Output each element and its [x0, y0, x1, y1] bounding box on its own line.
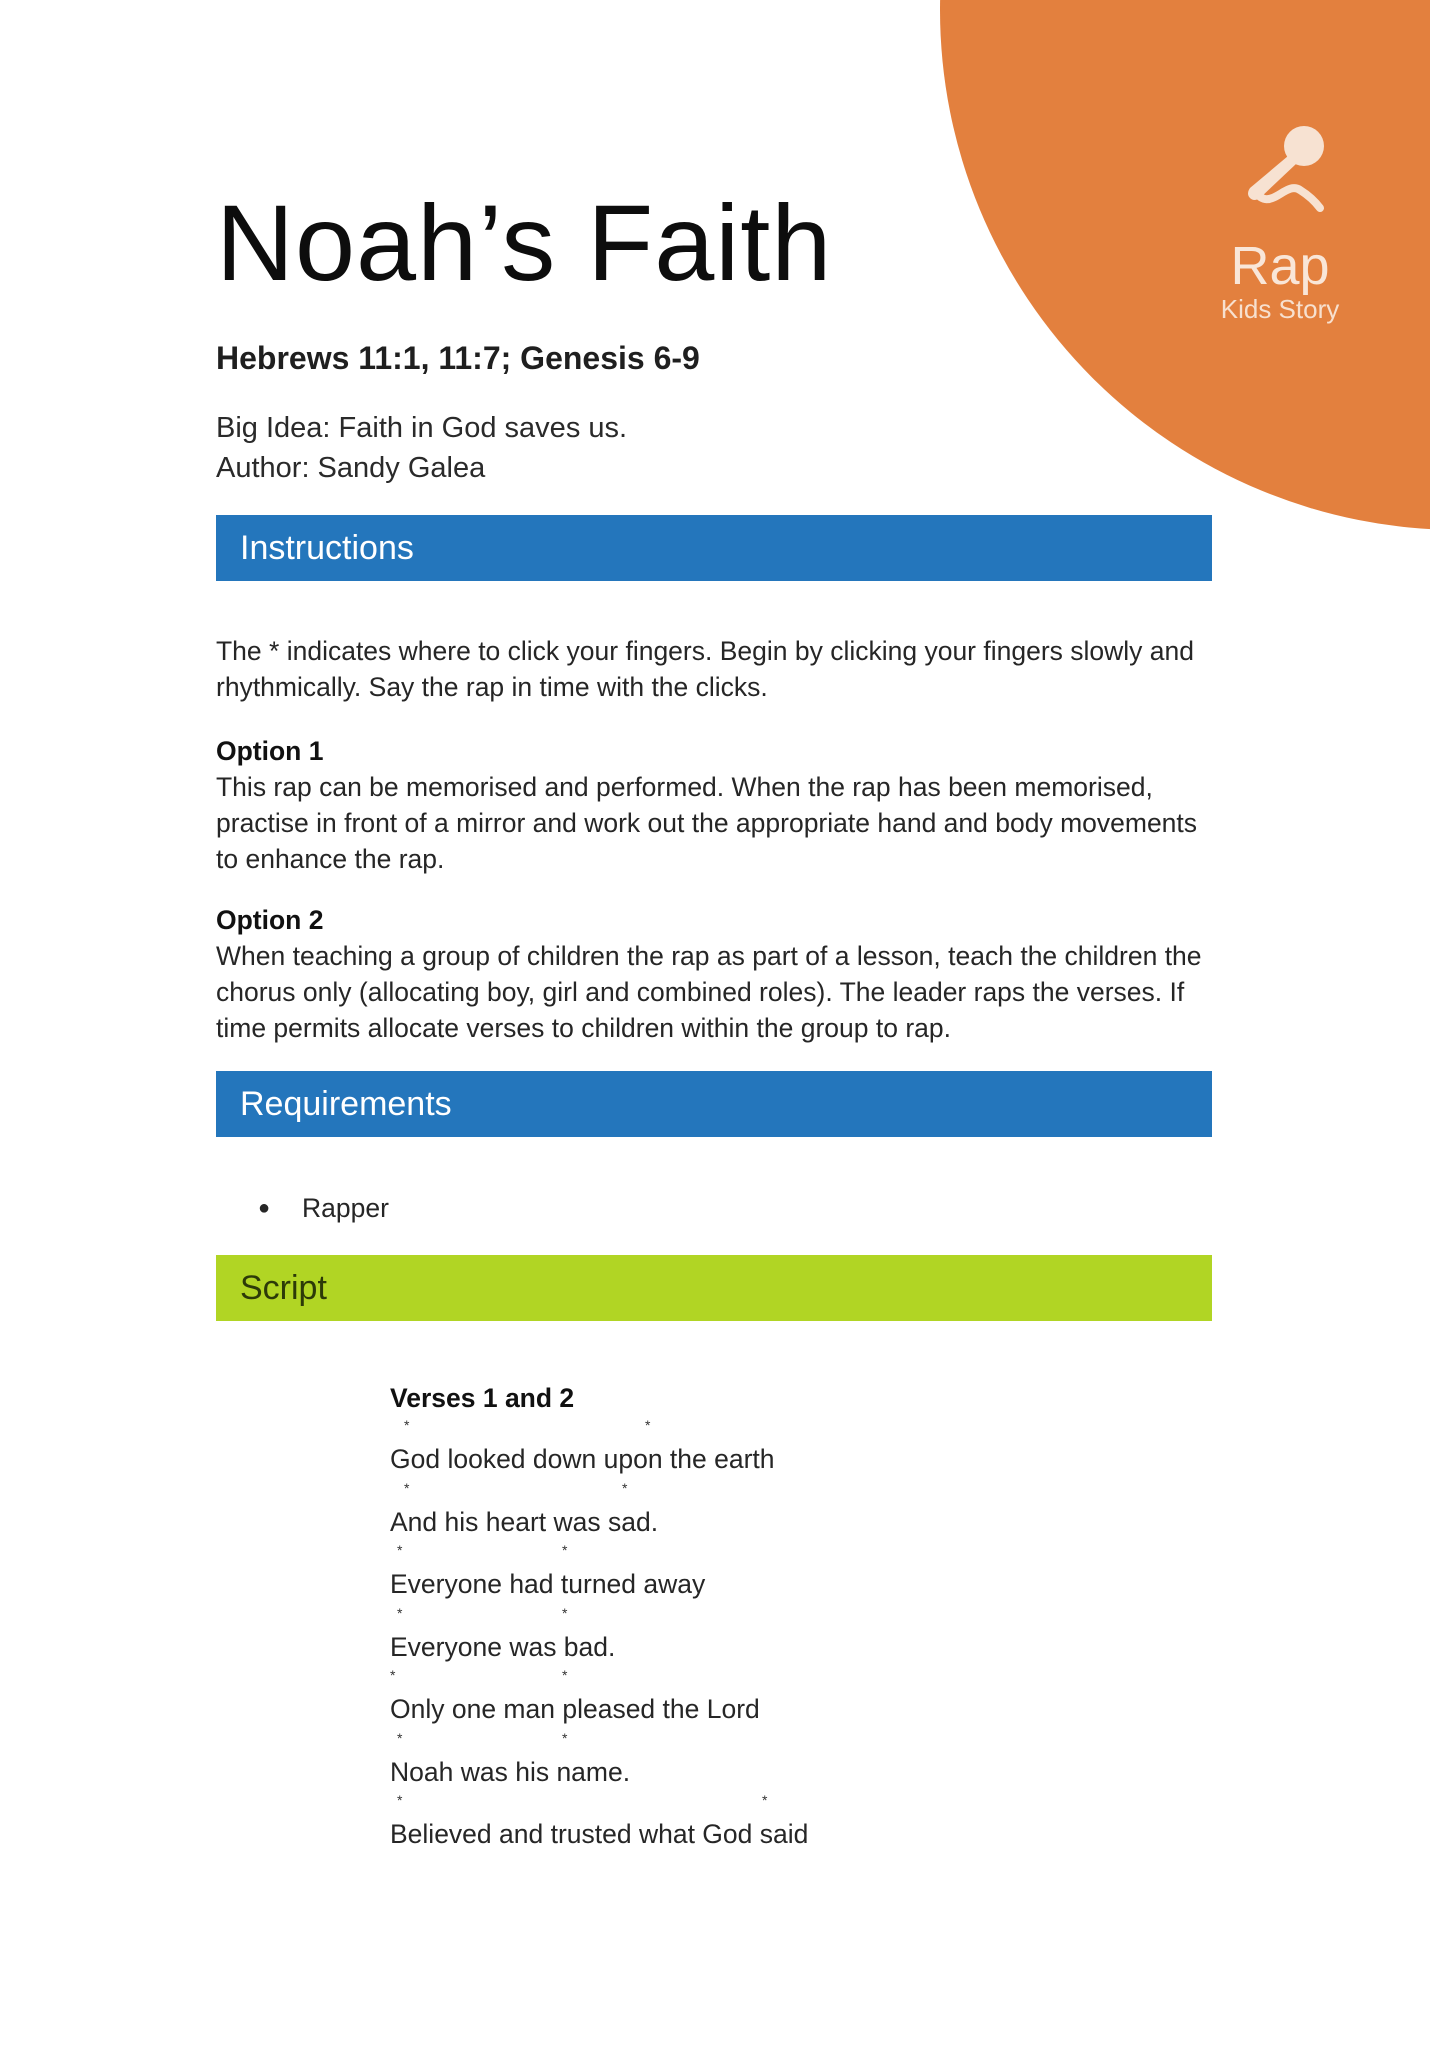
author: Author: Sandy Galea [216, 452, 486, 484]
click-mark: * [404, 1480, 410, 1496]
rap-badge [1180, 120, 1380, 324]
badge-subtitle: Kids Story [1220, 294, 1340, 324]
rap-line: Believed and trusted what God said [390, 1819, 809, 1849]
click-mark: * [622, 1480, 628, 1496]
click-mark: * [562, 1730, 568, 1746]
requirements-list [216, 1190, 389, 1226]
option-1 [216, 733, 1226, 877]
verses-heading: Verses 1 and 2 [390, 1383, 575, 1413]
option-1-heading: Option 1 [216, 736, 324, 766]
option-2-heading: Option 2 [216, 905, 324, 935]
big-idea: Big Idea: Faith in God saves us. [216, 412, 628, 444]
click-mark: * [562, 1605, 568, 1621]
scripture-reference: Hebrews 11:1, 11:7; Genesis 6-9 [216, 340, 700, 376]
click-mark: * [397, 1792, 403, 1808]
click-mark: * [645, 1417, 651, 1433]
list-item: ● Rapper [216, 1190, 389, 1226]
requirements-header: Requirements [216, 1071, 1212, 1137]
click-mark: * [397, 1605, 403, 1621]
click-mark: * [762, 1792, 768, 1808]
story-meta [216, 408, 627, 488]
rap-line: Everyone was bad. [390, 1632, 616, 1662]
rap-line: God looked down upon the earth [390, 1444, 775, 1474]
instructions-intro: The * indicates where to click your fingers. Begin by clicking your fingers slowly and rhythmically. Say the rap in time with the clicks. [216, 636, 1195, 702]
script-header: Script [216, 1255, 1212, 1321]
rap-line: Everyone had turned away [390, 1569, 706, 1599]
microphone-icon [1230, 120, 1330, 230]
page-title: Noah’s Faith [216, 182, 833, 303]
click-mark: * [390, 1667, 396, 1683]
option-2 [216, 902, 1226, 1046]
click-mark: * [404, 1417, 410, 1433]
click-mark: * [397, 1730, 403, 1746]
rap-line: Only one man pleased the Lord [390, 1694, 760, 1724]
click-mark: * [562, 1667, 568, 1683]
rap-line: And his heart was sad. [390, 1507, 659, 1537]
badge-title: Rap [1230, 236, 1330, 296]
click-mark: * [397, 1542, 403, 1558]
rap-line: Noah was his name. [390, 1757, 631, 1787]
option-2-text: When teaching a group of children the rap as part of a lesson, teach the children the chorus only (allocating boy, girl and combined roles). The leader raps the verses. If time permits allocate verses to children within the group to rap. [216, 941, 1202, 1043]
click-mark: * [562, 1542, 568, 1558]
option-1-text: This rap can be memorised and performed. When the rap has been memorised, practise in front of a mirror and work out the appropriate hand and body movements to enhance the rap. [216, 772, 1198, 874]
instructions-header: Instructions [216, 515, 1212, 581]
